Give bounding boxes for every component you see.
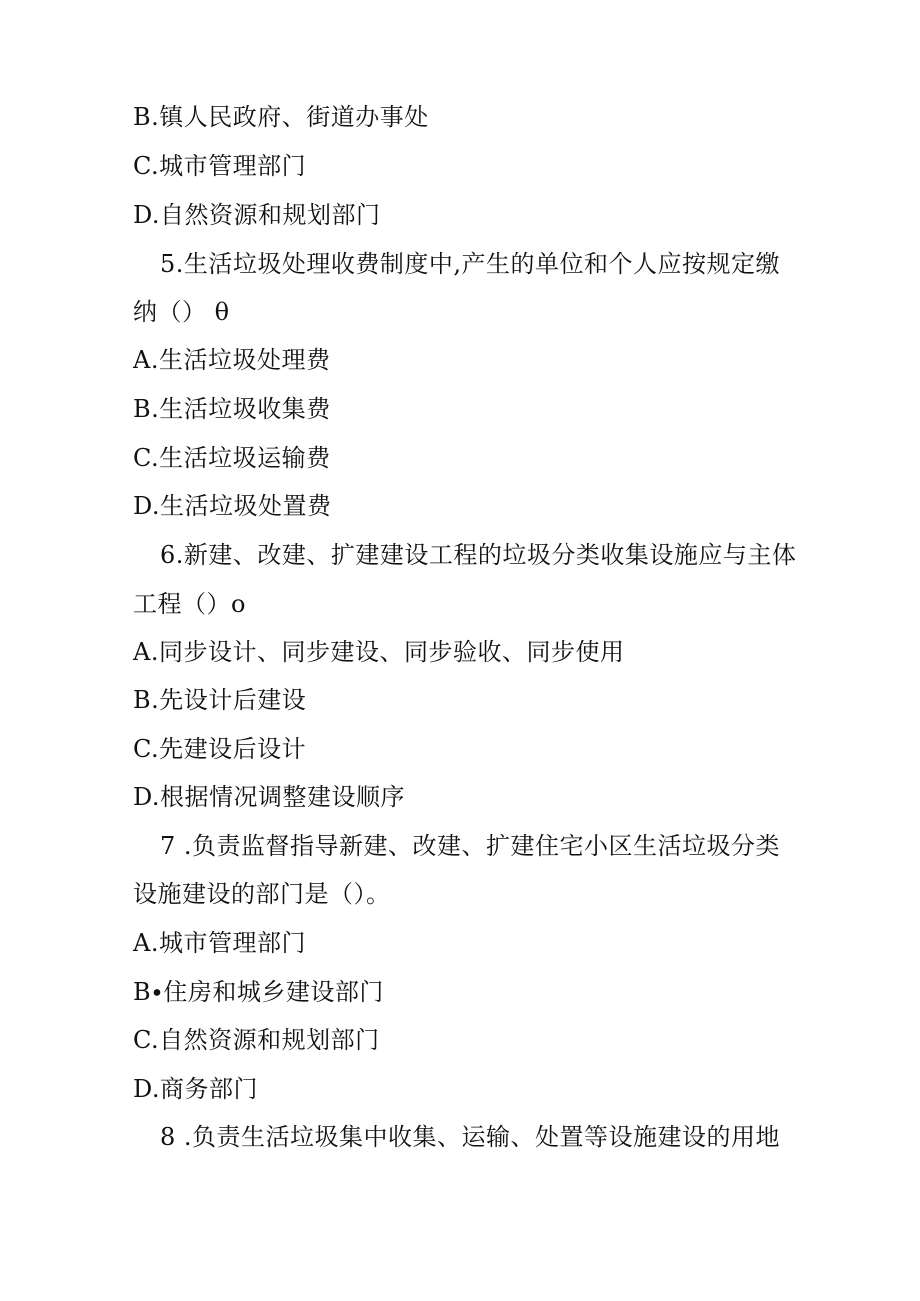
option-b-q6: B.先设计后建设 xyxy=(133,686,307,714)
option-a-q7: A.城市管理部门 xyxy=(133,929,306,957)
option-a-q6: A.同步设计、同步建设、同步验收、同步使用 xyxy=(133,638,625,666)
option-b-q4: B.镇人民政府、街道办事处 xyxy=(133,103,429,131)
option-d-q6: D.根据情况调整建设顺序 xyxy=(133,783,406,811)
question-7-continued: 设施建设的部门是（）。 xyxy=(133,880,391,908)
option-c-q4: C.城市管理部门 xyxy=(133,152,307,180)
question-5: 5.生活垃圾处理收费制度中,产生的单位和个人应按规定缴 xyxy=(160,250,781,278)
question-5-continued: 纳（） θ xyxy=(133,298,230,326)
question-6: 6.新建、改建、扩建建设工程的垃圾分类收集设施应与主体 xyxy=(160,541,797,569)
option-b-q5: B.生活垃圾收集费 xyxy=(133,395,331,423)
question-6-continued: 工程（）o xyxy=(133,590,246,618)
option-d-q5: D.生活垃圾处置费 xyxy=(133,492,332,520)
option-c-q6: C.先建设后设计 xyxy=(133,735,307,763)
option-c-q7: C.自然资源和规划部门 xyxy=(133,1026,380,1054)
question-7: 7 .负责监督指导新建、改建、扩建住宅小区生活垃圾分类 xyxy=(160,832,781,860)
option-b-q7: B∙住房和城乡建设部门 xyxy=(133,978,384,1006)
option-a-q5: A.生活垃圾处理费 xyxy=(133,346,331,374)
option-d-q7: D.商务部门 xyxy=(133,1075,259,1103)
option-c-q5: C.生活垃圾运输费 xyxy=(133,444,331,472)
option-d-q4: D.自然资源和规划部门 xyxy=(133,201,381,229)
question-8: 8 .负责生活垃圾集中收集、运输、处置等设施建设的用地 xyxy=(160,1123,781,1151)
